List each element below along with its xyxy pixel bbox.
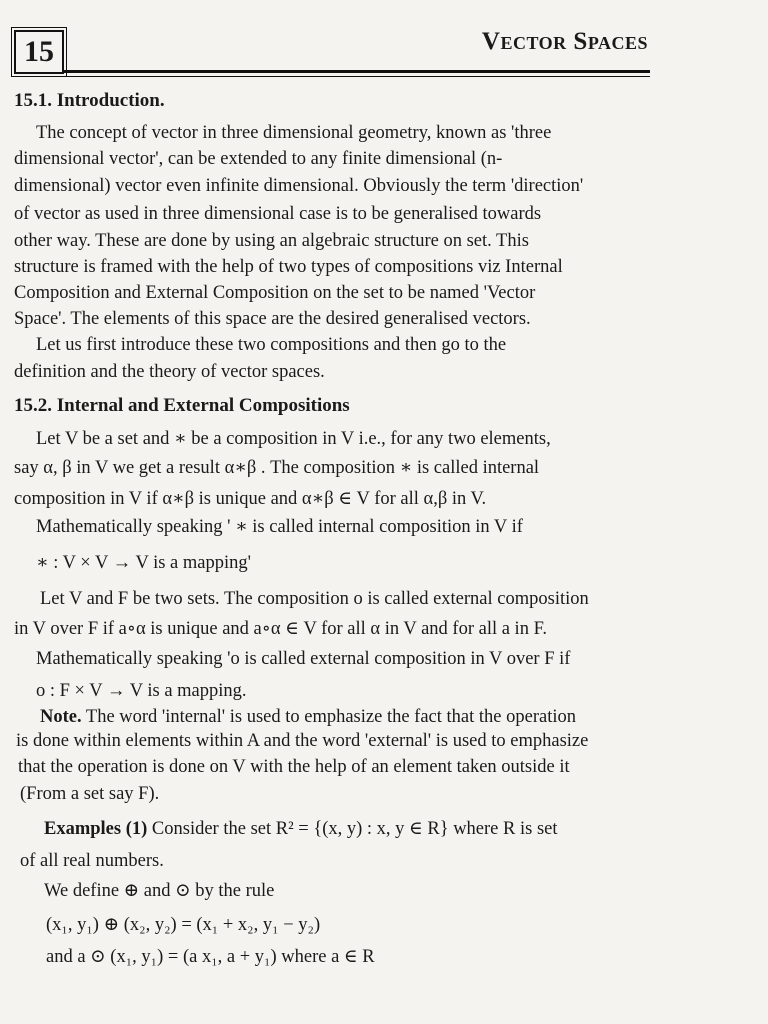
text-line: (From a set say F). [20, 784, 160, 804]
text-line: structure is framed with the help of two types of compositions viz Internal [14, 257, 563, 277]
chapter-number: 15 [24, 35, 54, 68]
text-line: is done within elements within A and the word 'external' is used to emphasize [16, 731, 589, 751]
text-line: (x₁, y₁) ⊕ (x₂, y₂) = (x₁ + x₂, y₁ − y₂) [46, 915, 321, 935]
text-line: Let V be a set and ∗ be a composition in V i.e., for any two elements, [36, 429, 551, 449]
bold-lead: Examples (1) [44, 819, 148, 839]
text-line: o : F × V → V is a mapping. [36, 681, 247, 701]
text-line: Note. The word 'internal' is used to emphasize the fact that the operation [40, 707, 576, 727]
chapter-number-box [14, 30, 64, 74]
text-line: Space'. The elements of this space are the desired generalised vectors. [14, 309, 531, 329]
section-heading: 15.2. Internal and External Compositions [14, 395, 350, 416]
text-line: dimensional) vector even infinite dimensional. Obviously the term 'direction' [14, 176, 584, 196]
text-line: and a ⊙ (x₁, y₁) = (a x₁, a + y₁) where a ∈ R [46, 947, 375, 967]
text-line: ∗ : V × V → V is a mapping' [36, 553, 251, 573]
text-line: other way. These are done by using an algebraic structure on set. This [14, 231, 529, 251]
text-line: that the operation is done on V with the help of an element taken outside it [18, 757, 570, 777]
text-line: say α, β in V we get a result α∗β . The composition ∗ is called internal [14, 458, 540, 478]
text-line: The concept of vector in three dimensional geometry, known as 'three [36, 123, 552, 143]
text-line: Composition and External Composition on the set to be named 'Vector [14, 283, 536, 303]
text-line: composition in V if α∗β is unique and α∗β ∈ V for all α,β in V. [14, 489, 487, 509]
section-heading: 15.1. Introduction. [14, 90, 165, 111]
text-line: Let us first introduce these two compositions and then go to the [36, 335, 507, 355]
text-line: Mathematically speaking ' ∗ is called internal composition in V if [36, 517, 523, 537]
text-line: Let V and F be two sets. The composition o is called external composition [40, 589, 589, 609]
text-line: Examples (1) Consider the set R² = {(x, y) : x, y ∈ R} where R is set [44, 819, 558, 839]
bold-lead: Note. [40, 707, 82, 727]
text-line: of all real numbers. [20, 851, 164, 871]
text-line: We define ⊕ and ⊙ by the rule [44, 881, 275, 901]
chapter-title: Vector Spaces [481, 28, 648, 55]
text-line: dimensional vector', can be extended to any finite dimensional (n- [14, 149, 503, 169]
header-rule [62, 70, 650, 73]
header-rule-thin [62, 76, 650, 77]
text-line: in V over F if a∘α is unique and a∘α ∈ V for all α in V and for all a in F. [14, 619, 548, 639]
text-line: definition and the theory of vector spaces. [14, 362, 325, 382]
text-line: Mathematically speaking 'o is called external composition in V over F if [36, 649, 571, 669]
text-line: of vector as used in three dimensional case is to be generalised towards [14, 204, 542, 224]
